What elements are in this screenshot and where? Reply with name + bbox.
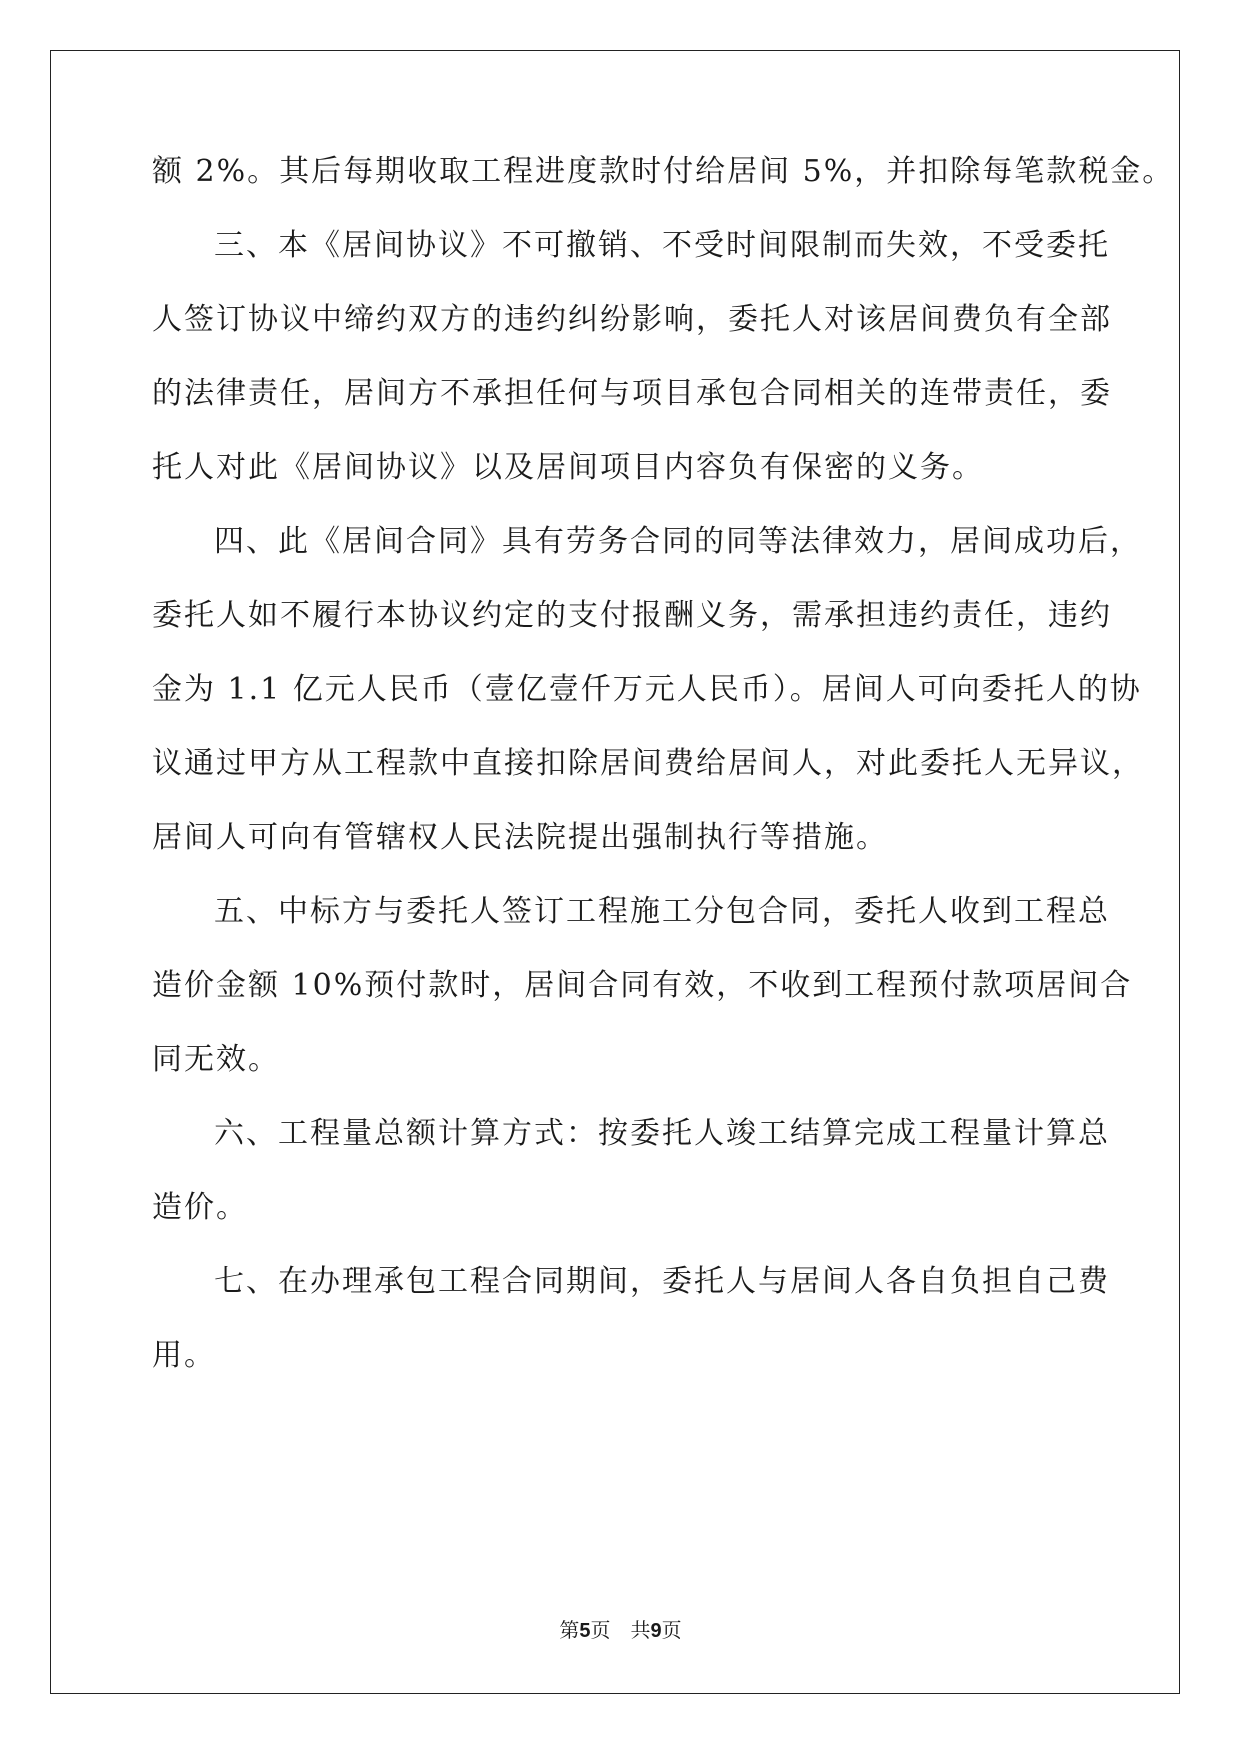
paragraph-line: 造价金额 10%预付款时，居间合同有效，不收到工程预付款项居间合 <box>152 968 1133 1003</box>
paragraph-line: 造价。 <box>152 1190 248 1225</box>
paragraph-line: 额 2%。其后每期收取工程进度款时付给居间 5%，并扣除每笔款税金。 <box>152 154 1175 189</box>
paragraph-line: 委托人如不履行本协议约定的支付报酬义务，需承担违约责任，违约 <box>152 598 1112 633</box>
paragraph-line: 居间人可向有管辖权人民法院提出强制执行等措施。 <box>152 820 888 855</box>
paragraph-line: 三、本《居间协议》不可撤销、不受时间限制而失效，不受委托 <box>214 228 1110 263</box>
footer-prefix: 第 <box>559 1618 580 1642</box>
paragraph-line: 议通过甲方从工程款中直接扣除居间费给居间人，对此委托人无异议， <box>152 746 1144 781</box>
current-page-number: 5 <box>579 1620 591 1642</box>
total-page-number: 9 <box>650 1620 662 1642</box>
page-border <box>50 50 1180 1694</box>
paragraph-line: 同无效。 <box>152 1042 280 1077</box>
paragraph-line: 的法律责任，居间方不承担任何与项目承包合同相关的连带责任，委 <box>152 376 1112 411</box>
paragraph-line: 七、在办理承包工程合同期间，委托人与居间人各自负担自己费 <box>214 1264 1110 1299</box>
paragraph-line: 五、中标方与委托人签订工程施工分包合同，委托人收到工程总 <box>214 894 1110 929</box>
paragraph-line: 金为 1.1 亿元人民币（壹亿壹仟万元人民币）。居间人可向委托人的协 <box>152 672 1142 707</box>
paragraph-line: 托人对此《居间协议》以及居间项目内容负有保密的义务。 <box>152 450 984 485</box>
paragraph-line: 用。 <box>152 1338 216 1373</box>
footer-suffix: 页 <box>661 1618 682 1642</box>
paragraph-line: 四、此《居间合同》具有劳务合同的同等法律效力，居间成功后， <box>214 524 1142 559</box>
footer-middle: 页 共 <box>590 1618 651 1642</box>
paragraph-line: 人签订协议中缔约双方的违约纠纷影响，委托人对该居间费负有全部 <box>152 302 1112 337</box>
paragraph-line: 六、工程量总额计算方式：按委托人竣工结算完成工程量计算总 <box>214 1116 1110 1151</box>
page-number-footer <box>0 1616 1241 1645</box>
